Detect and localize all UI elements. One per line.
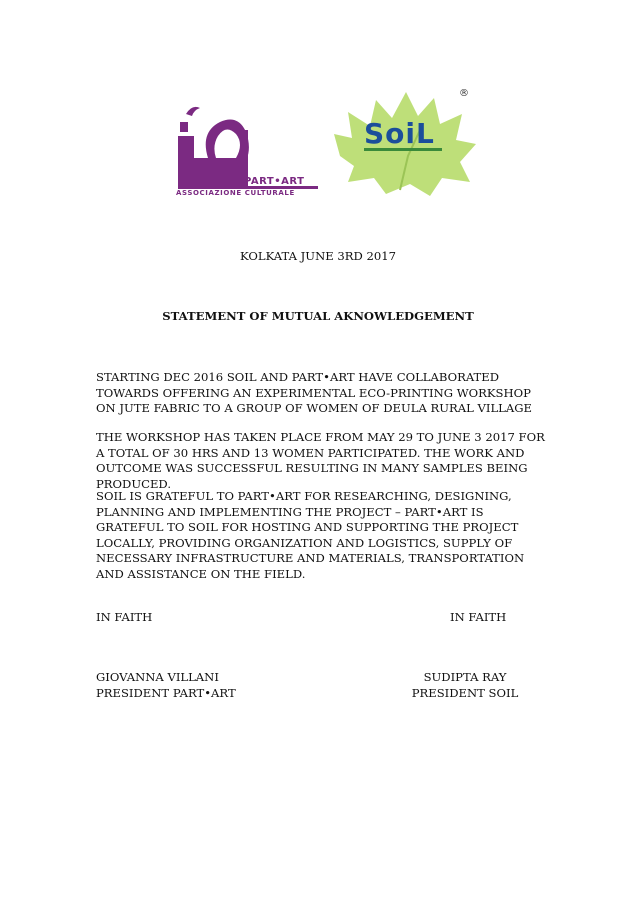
- partart-subtitle: ASSOCIAZIONE CULTURALE: [176, 189, 295, 197]
- date-line: KOLKATA JUNE 3RD 2017: [240, 249, 396, 263]
- left-in-faith: IN FAITH: [96, 610, 153, 624]
- right-in-faith: IN FAITH: [450, 610, 507, 624]
- right-signatory-role: PRESIDENT SOIL: [411, 686, 519, 700]
- logo-header: [0, 0, 636, 220]
- soil-name: SoiL: [364, 117, 435, 150]
- paragraph-workshop: THE WORKSHOP HAS TAKEN PLACE FROM MAY 29 TO JUNE 3 2017 FOR A TOTAL OF 30 HRS AND 13 WOMEN PARTICIPATED. THE WORK AND OUTCOME WAS SUCCESSFUL RESULTING IN MANY SAMPLES BEING PRODUCED.: [96, 430, 545, 491]
- paragraph-collaboration: STARTING DEC 2016 SOIL AND PART•ART HAVE COLLABORATED TOWARDS OFFERING AN EXPERIMENTAL ECO-PRINTING WORKSHOP ON JUTE FABRIC TO A GROUP OF WOMEN OF DEULA RURAL VILLAGE: [96, 370, 532, 415]
- left-signatory-role: PRESIDENT PART•ART: [96, 686, 236, 700]
- left-signatory-name: GIOVANNA VILLANI: [96, 670, 219, 684]
- paragraph-gratitude: SOIL IS GRATEFUL TO PART•ART FOR RESEARCHING, DESIGNING, PLANNING AND IMPLEMENTING THE PROJECT – PART•ART IS GRATEFUL TO SOIL FOR HOSTING AND SUPPORTING THE PROJECT LOCALLY, PROVIDING ORGANIZATION AND LOGISTICS, SUPPLY OF NECESSARY INFRASTRUCTURE AND MATERIALS, TRANSPORTATION AND ASSISTANCE ON THE FIELD.: [96, 489, 525, 581]
- registered-mark: ®: [459, 88, 469, 99]
- partart-name: PART•ART: [244, 176, 305, 187]
- right-signatory-name: SUDIPTA RAY: [423, 670, 507, 684]
- document-title: STATEMENT OF MUTUAL AKNOWLEDGEMENT: [162, 309, 474, 323]
